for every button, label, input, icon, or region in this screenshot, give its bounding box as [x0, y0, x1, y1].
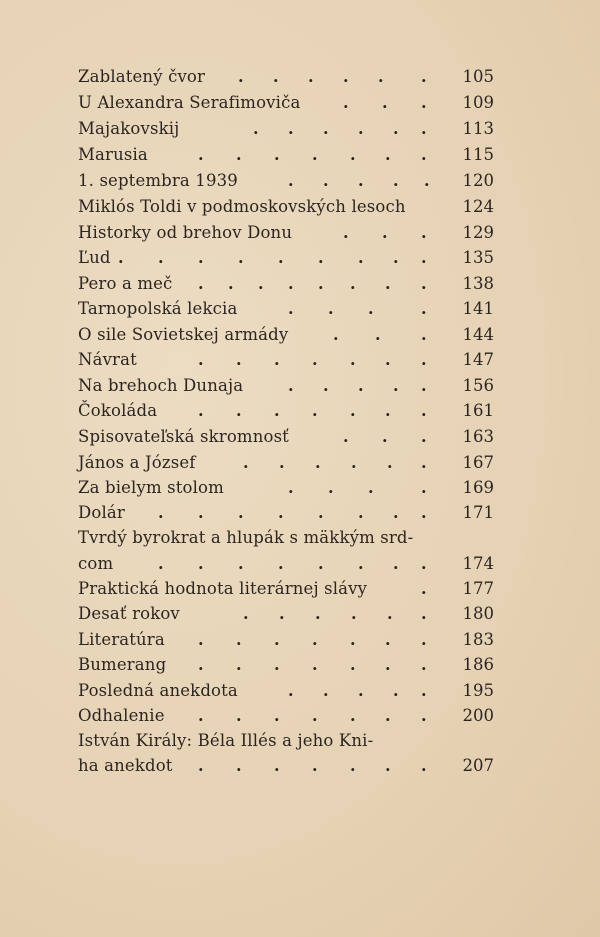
leader-dots: . . . . . . . . . [118, 248, 427, 267]
toc-entry-title: Návrat [78, 350, 137, 369]
toc-entry [0, 525, 600, 550]
toc-entry-title: Bumerang [78, 655, 167, 674]
leader-dots: . . . . . . . . [158, 554, 427, 573]
toc-entry-title: Historky od brehov Donu [78, 223, 293, 242]
toc-entry-title: Literatúra [78, 630, 165, 649]
toc-entry-title: U Alexandra Serafimoviča [78, 93, 301, 112]
toc-entry-title: Pero a meč [78, 274, 173, 293]
toc-entry [0, 168, 600, 193]
leader-dots: . . . . . . [243, 604, 427, 623]
toc-entry [0, 90, 600, 115]
leader-dots: . . . . [288, 478, 427, 497]
leader-dots: . . . . . . . [198, 706, 427, 725]
leader-dots: . . . . . [288, 681, 427, 700]
leader-dots: . . . . . . [243, 453, 427, 472]
toc-entry-page: 171 [462, 503, 494, 522]
toc-entry [0, 322, 600, 347]
toc-entry-title: O sile Sovietskej armády [78, 325, 289, 344]
leader-dots: . . . [343, 93, 427, 112]
toc-entry [0, 728, 600, 753]
toc-entry-page: 120 [462, 171, 494, 190]
toc-entry [0, 398, 600, 423]
toc-entry-page: 169 [462, 478, 494, 497]
toc-entry-title: Desať rokov [78, 604, 180, 623]
leader-dots: . . . . . [288, 171, 430, 190]
leader-dots: . . . . . . . [198, 756, 427, 775]
toc-entry-title: Majakovskij [78, 119, 180, 138]
toc-entry-page: 138 [462, 274, 494, 293]
toc-entry [0, 373, 600, 398]
leader-dots: . [421, 579, 427, 598]
toc-entry-page: 161 [462, 401, 494, 420]
toc-entry [0, 245, 600, 270]
toc-entry-title: Praktická hodnota literárnej slávy [78, 579, 368, 598]
toc-entry-page: 195 [462, 681, 494, 700]
toc-entry-page: 113 [462, 119, 494, 138]
leader-dots: . . . . . . . [198, 655, 427, 674]
leader-dots: . . . . . . . . [158, 503, 427, 522]
toc-entry-title: com [78, 554, 114, 573]
toc-entry-page: 183 [462, 630, 494, 649]
leader-dots: . . . . . . [238, 67, 427, 86]
toc-entry-title: Posledná anekdota [78, 681, 238, 700]
toc-entry [0, 142, 600, 167]
toc-entry-title: Za bielym stolom [78, 478, 224, 497]
toc-entry-title: Zablatený čvor [78, 67, 206, 86]
toc-entry [0, 678, 600, 703]
toc-entry [0, 424, 600, 449]
toc-entry-title: István Király: Béla Illés a jeho Kni- [78, 731, 374, 750]
toc-entry-page: 174 [462, 554, 494, 573]
toc-entry [0, 500, 600, 525]
leader-dots: . . . [333, 325, 427, 344]
toc-entry-page: 115 [462, 145, 494, 164]
toc-entry [0, 450, 600, 475]
leader-dots: . . . . . . . [198, 630, 427, 649]
toc-entry-page: 105 [462, 67, 494, 86]
toc-entry-page: 177 [462, 579, 494, 598]
toc-entry [0, 271, 600, 296]
toc-entry [0, 703, 600, 728]
toc-entry-page: 129 [462, 223, 494, 242]
toc-entry-page: 135 [462, 248, 494, 267]
toc-entry [0, 194, 600, 219]
toc-entry-title: János a József [78, 453, 196, 472]
toc-entry-title: Spisovateľská skromnosť [78, 427, 289, 446]
leader-dots: . . . [343, 427, 427, 446]
toc-entry [0, 347, 600, 372]
toc-entry-page: 156 [462, 376, 494, 395]
toc-entry-title: Odhalenie [78, 706, 165, 725]
toc-entry-title: 1. septembra 1939 [78, 171, 238, 190]
toc-entry [0, 475, 600, 500]
toc-entry [0, 220, 600, 245]
toc-entry-title: Marusia [78, 145, 148, 164]
toc-entry-title: Ľud [78, 248, 111, 267]
toc-entry-title: Miklós Toldi v podmoskovských lesoch [78, 197, 406, 216]
toc-entry-page: 109 [462, 93, 494, 112]
leader-dots: . . . . . . . [198, 350, 427, 369]
toc-entry-title: Tvrdý byrokrat a hlupák s mäkkým srd- [78, 528, 414, 547]
toc-entry-page: 124 [462, 197, 494, 216]
toc-entry [0, 753, 600, 778]
toc-entry-page: 163 [462, 427, 494, 446]
toc-entry-page: 167 [462, 453, 494, 472]
toc-entry [0, 551, 600, 576]
toc-entry [0, 652, 600, 677]
leader-dots: . . . . . . [253, 119, 427, 138]
toc-entry-page: 200 [462, 706, 494, 725]
toc-entry-title: Na brehoch Dunaja [78, 376, 244, 395]
toc-entry-title: Dolár [78, 503, 125, 522]
toc-entry-page: 186 [462, 655, 494, 674]
leader-dots: . . . [343, 223, 427, 242]
toc-entry-title: Čokoláda [78, 401, 158, 420]
toc-entry-page: 147 [462, 350, 494, 369]
leader-dots: . . . . . . . [198, 145, 427, 164]
toc-entry [0, 601, 600, 626]
leader-dots: . . . . [288, 299, 427, 318]
toc-entry-title: ha anekdot [78, 756, 173, 775]
toc-entry [0, 627, 600, 652]
toc-entry [0, 64, 600, 89]
toc-entry [0, 296, 600, 321]
toc-entry-page: 180 [462, 604, 494, 623]
toc-entry [0, 116, 600, 141]
toc-entry-page: 207 [462, 756, 494, 775]
leader-dots: . . . . . . . [198, 401, 427, 420]
toc-entry-page: 144 [462, 325, 494, 344]
toc-entry [0, 576, 600, 601]
toc-entry-page: 141 [462, 299, 494, 318]
leader-dots: . . . . . [288, 376, 427, 395]
leader-dots: . . . . . . . . [198, 274, 427, 293]
toc-entry-title: Tarnopolská lekcia [78, 299, 238, 318]
